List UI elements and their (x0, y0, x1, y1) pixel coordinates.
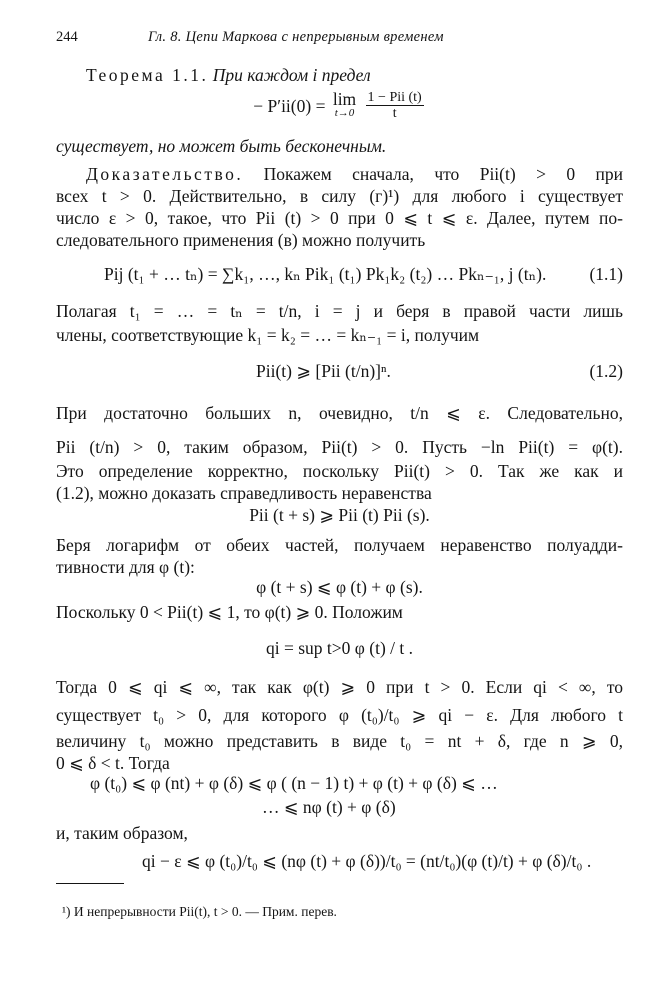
theorem-conclusion (56, 135, 623, 157)
equation-1-2-body: Pii(t) ⩾ [Pii (t/n)]ⁿ. (256, 361, 391, 381)
paragraph-logarithm-1: Беря логарифм от обеих частей, получаем неравенство полуадди- (56, 535, 623, 555)
paragraph-poskolku: Поскольку 0 < Pii(t) ⩽ 1, то φ(t) ⩾ 0. Положим (56, 602, 403, 622)
paragraph-togda-1: Тогда 0 ⩽ qi ⩽ ∞, так как φ(t) ⩾ 0 при t > 0. Если qi < ∞, то (56, 677, 623, 697)
equation-1-2-number: (1.2) (589, 361, 623, 381)
paragraph-logarithm-2: тивности для φ (t): (56, 557, 195, 577)
paragraph-polagaya-1: Полагая t₁ = … = tₙ = t/n, i = j и беря в правой части лишь (56, 301, 623, 321)
conclusion-text: существует, но может быть бесконечным. (56, 136, 387, 156)
fraction-numerator: 1 − Pii (t) (367, 90, 422, 105)
paragraph-polagaya-2: члены, соответствующие k₁ = k₂ = … = kₙ₋₁ = i, получим (56, 325, 480, 345)
lim-operator (332, 88, 357, 120)
inequality-multiplicative: Pii (t + s) ⩾ Pii (t) Pii (s). (249, 505, 430, 525)
theorem-formula (56, 90, 623, 134)
inequality-subadditivity: φ (t + s) ⩽ φ (t) + φ (s). (256, 577, 423, 597)
paragraph-pri-3: Это определение корректно, поскольку Pii(t) > 0. Так же как и (56, 461, 623, 481)
paragraph-togda-2: существует t₀ > 0, для которого φ (t₀)/t₀ ⩾ qi − ε. Для любого t (56, 705, 623, 725)
footnote-rule (56, 883, 124, 884)
paragraph-pri-4: (1.2), можно доказать справедливость неравенства (56, 483, 432, 503)
lim-subscript: t→0 (334, 106, 355, 119)
formula-lhs: − P′ii(0) = (253, 95, 326, 116)
proof-label: Доказательство. (86, 164, 244, 184)
theorem-statement: При каждом i предел (212, 65, 371, 85)
proof-line-2: всех t > 0. Действительно, в силу (г)¹) для любого i существует (56, 186, 623, 206)
equation-1-1-body: Pij (t₁ + … tₙ) = ∑k₁, …, kₙ Pik₁ (t₁) Pk₁k₂ (t₂) … Pkₙ₋₁, j (tₙ). (104, 264, 547, 284)
final-inequality: qi − ε ⩽ φ (t₀)/t₀ ⩽ (nφ (t) + φ (δ))/t₀ = (nt/t₀)(φ (t)/t) + φ (δ)/t₀ . (142, 851, 592, 871)
paragraph-pri-1: При достаточно больших n, очевидно, t/n ⩽ ε. Следовательно, (56, 403, 623, 423)
running-title: Гл. 8. Цепи Маркова с непрерывным временем (148, 29, 444, 45)
equation-1-1-number: (1.1) (589, 264, 623, 284)
paragraph-thus: и, таким образом, (56, 823, 188, 843)
fraction-denominator: t (392, 106, 397, 121)
inequality-chain-1: φ (t₀) ⩽ φ (nt) + φ (δ) ⩽ φ ( (n − 1) t) + φ (t) + φ (δ) ⩽ … (90, 773, 498, 793)
paragraph-togda-3: величину t₀ можно представить в виде t₀ = nt + δ, где n ⩾ 0, (56, 731, 623, 751)
equation-1-2 (56, 356, 623, 386)
theorem-heading (86, 64, 653, 86)
q-definition: qi = sup t>0 φ (t) / t . (266, 638, 413, 658)
footnote: ¹) И непрерывности Pii(t), t > 0. — Прим. перев. (62, 904, 337, 919)
inequality-chain-2: … ⩽ nφ (t) + φ (δ) (262, 797, 396, 817)
proof-line-4: следовательного применения (в) можно получить (56, 230, 426, 250)
theorem-fraction (366, 90, 424, 121)
paragraph-pri-2: Pii (t/n) > 0, таким образом, Pii(t) > 0. Пусть −ln Pii(t) = φ(t). (56, 437, 623, 457)
equation-1-1 (56, 258, 623, 290)
page-number: 244 (56, 29, 78, 45)
theorem-label: Теорема 1.1. (86, 65, 209, 85)
proof-text-1: Покажем сначала, что Pii(t) > 0 при (263, 164, 623, 184)
proof-line-1 (86, 163, 623, 185)
proof-line-3: число ε > 0, такое, что Pii (t) > 0 при 0 ⩽ t ⩽ ε. Далее, путем по- (56, 208, 623, 228)
lim-word: lim (332, 88, 357, 109)
paragraph-togda-4: 0 ⩽ δ < t. Тогда (56, 753, 170, 773)
